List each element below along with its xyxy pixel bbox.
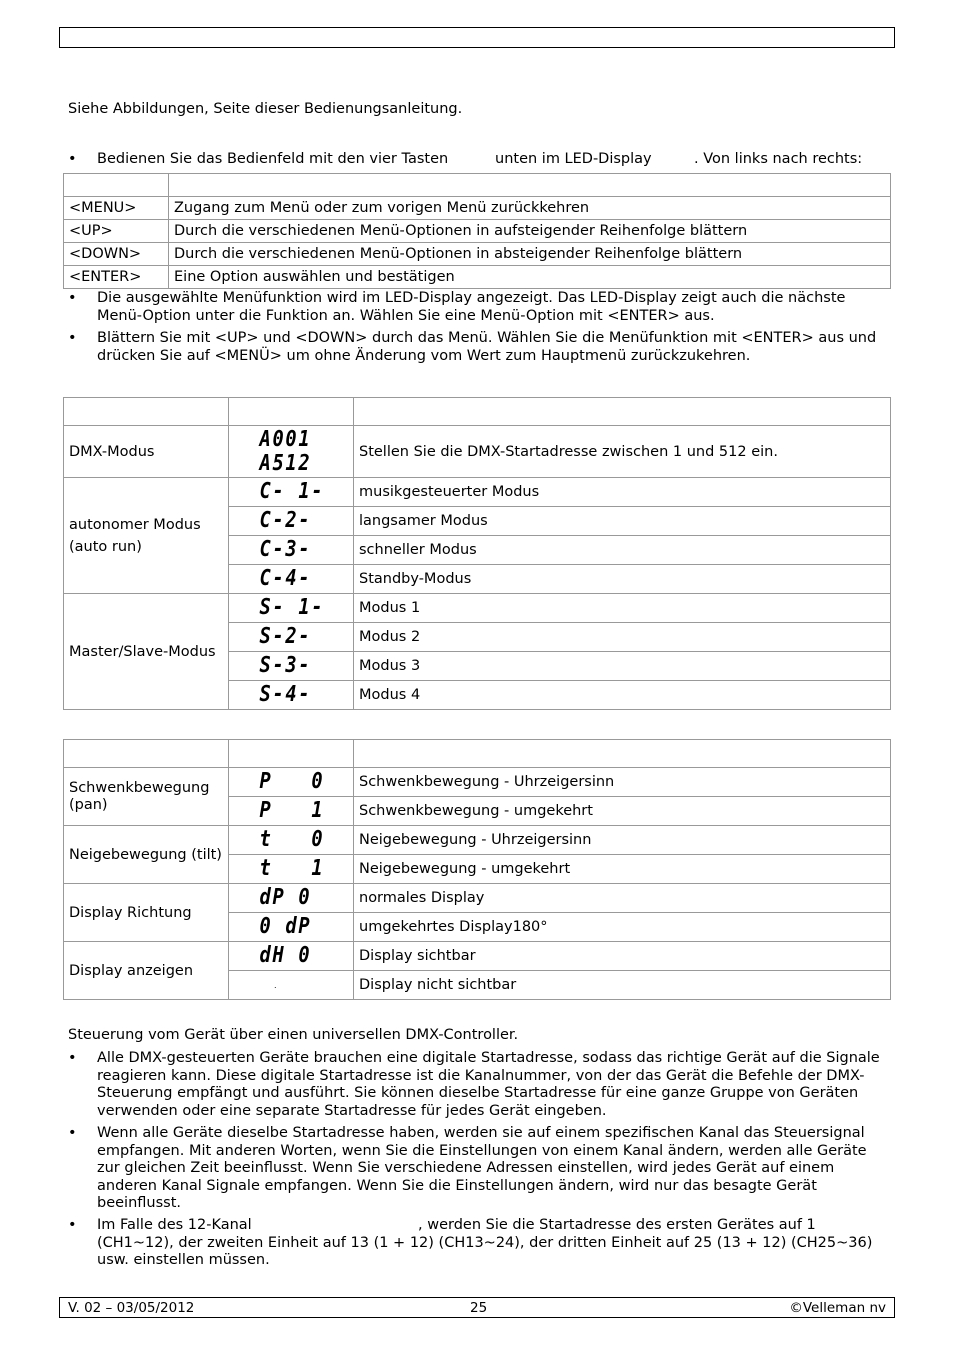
led-display — [229, 594, 354, 623]
modes-table — [63, 397, 891, 710]
table-row — [64, 942, 891, 971]
seg-text: A001 — [259, 426, 312, 452]
seg-text: S-2- — [259, 624, 312, 649]
seg-text: C-4- — [259, 566, 312, 591]
bullet-dot: • — [68, 151, 77, 167]
led-display — [229, 652, 354, 681]
footer-version: V. 02 – 03/05/2012 — [68, 1300, 195, 1316]
setting-label — [64, 768, 229, 826]
led-display — [229, 426, 354, 478]
key-desc: Durch die verschiedenen Menü-Optionen in aufsteigender Reihenfolge blättern — [169, 220, 891, 243]
table-row — [64, 826, 891, 855]
mode-desc: musikgesteuerter Modus — [354, 478, 891, 507]
seg-text: dH 0 — [259, 943, 312, 968]
mode-label — [64, 478, 229, 594]
mode-label-1: autonomer Modus — [69, 516, 201, 533]
mode-desc: Modus 3 — [354, 652, 891, 681]
led-display — [229, 768, 354, 797]
table-row — [64, 884, 891, 913]
table-row — [64, 243, 891, 266]
bullet-keys-a: Bedienen Sie das Bedienfeld mit den vier Tasten — [97, 151, 449, 167]
bullet-dot: • — [68, 1217, 77, 1233]
seg-text: P 1 — [259, 798, 325, 823]
key-desc: Eine Option auswählen und bestätigen — [169, 266, 891, 289]
seg-text: P 0 — [259, 769, 325, 794]
seg-text: S-3- — [259, 653, 312, 678]
setting-desc: Schwenkbewegung - Uhrzeigersinn — [354, 768, 891, 797]
seg-text: dP 0 — [259, 885, 312, 910]
intro-text: Siehe Abbildungen, Seite dieser Bedienungsanleitung. — [68, 101, 463, 117]
modes-header-row — [64, 398, 891, 426]
seg-text: t 0 — [259, 827, 325, 852]
table-row — [64, 197, 891, 220]
bullet-dmx-2-text: Wenn alle Geräte dieselbe Startadresse haben, werden sie auf einem spezifischen Kanal das Steuersignal empfangen. Mit anderen Worten, wenn Sie die Einstellungen von einem Kanal ändern, werden alle Geräte zur gleichen Zeit beeinflusst. Wenn Sie verschiedene Adressen einstellen, wird jedes Gerät auf einem anderen Kanal Signale empfangen. Wenn Sie die Einstellungen ändern, wird nur das besagte Gerät beeinflusst. — [97, 1125, 867, 1211]
seg-text: 0 dP — [259, 914, 312, 939]
seg-text: t 1 — [259, 856, 325, 881]
seg-text: S-4- — [259, 682, 312, 707]
bullet-dot: • — [68, 330, 77, 346]
footer-copyright: ©Velleman nv — [789, 1300, 886, 1316]
led-display — [229, 942, 354, 971]
bullet-dot: • — [68, 290, 77, 306]
key-cell: <ENTER> — [64, 266, 169, 289]
mode-desc: schneller Modus — [354, 536, 891, 565]
mode-desc: Standby-Modus — [354, 565, 891, 594]
footer-page-number: 25 — [470, 1300, 488, 1316]
key-cell: <DOWN> — [64, 243, 169, 266]
setting-desc: Display sichtbar — [354, 942, 891, 971]
bullet-navigate-text: Blättern Sie mit <UP> und <DOWN> durch das Menü. Wählen Sie die Menüfunktion mit <ENTER> aus und drücken Sie auf <MENÜ> um ohne Änderung vom Wert zum Hauptmenü zurückzukehren. — [97, 330, 877, 364]
led-display — [229, 826, 354, 855]
mode-label-2: (auto run) — [69, 538, 142, 555]
setting-label: Neigebewegung (tilt) — [64, 826, 229, 884]
seg-text: C-2- — [259, 508, 312, 533]
setting-desc: umgekehrtes Display180° — [354, 913, 891, 942]
setting-desc: Neigebewegung - umgekehrt — [354, 855, 891, 884]
led-display — [229, 623, 354, 652]
key-cell: <UP> — [64, 220, 169, 243]
dmx-intro: Steuerung vom Gerät über einen universellen DMX-Controller. — [68, 1027, 519, 1043]
key-desc: Zugang zum Menü oder zum vorigen Menü zurückkehren — [169, 197, 891, 220]
setting-label: Display Richtung — [64, 884, 229, 942]
led-display — [229, 855, 354, 884]
led-display — [229, 913, 354, 942]
setting-desc: Display nicht sichtbar — [354, 971, 891, 1000]
table-row — [64, 220, 891, 243]
setting-desc: Neigebewegung - Uhrzeigersinn — [354, 826, 891, 855]
table-row — [64, 478, 891, 507]
setting-label-1: Schwenkbewegung — [69, 779, 210, 796]
seg-text: A512 — [259, 450, 312, 476]
setting-label: Display anzeigen — [64, 942, 229, 1000]
bullet-dot: • — [68, 1050, 77, 1066]
led-display — [229, 478, 354, 507]
table-row — [64, 426, 891, 478]
settings-header-row — [64, 740, 891, 768]
setting-label-2: (pan) — [69, 796, 108, 813]
header-box — [59, 27, 895, 48]
led-display — [229, 884, 354, 913]
table-row — [64, 594, 891, 623]
bullet-keys-b: unten im LED-Display — [495, 151, 652, 167]
mode-desc: Modus 4 — [354, 681, 891, 710]
seg-text: C- 1- — [259, 479, 325, 504]
key-cell: <MENU> — [64, 197, 169, 220]
led-display — [229, 797, 354, 826]
mode-label: Master/Slave-Modus — [64, 594, 229, 710]
seg-text: C-3- — [259, 537, 312, 562]
bullet-display-text: Die ausgewählte Menüfunktion wird im LED-Display angezeigt. Das LED-Display zeigt auch die nächste Menü-Option unter die Funktion an. Wählen Sie eine Menü-Option mit <ENTER> aus. — [97, 290, 846, 324]
keys-header-row — [64, 174, 891, 197]
footer — [59, 1297, 895, 1318]
led-display — [229, 507, 354, 536]
bullet-dmx-1-text: Alle DMX-gesteuerten Geräte brauchen eine digitale Startadresse, sodass das richtige Gerät auf die Signale reagieren kann. Diese digitale Startadresse ist die Kanalnummer, von der das Gerät die Befehle der DMX-Steuerung empfängt und ausführt. Sie können dieselbe Startadresse für eine ganze Gruppe von Geräten verwenden oder eine separate Startadresse für jedes Gerät eingeben. — [97, 1050, 880, 1119]
bullet-dot: • — [68, 1125, 77, 1141]
bullet-dmx-3a: Im Falle des 12-Kanal — [97, 1217, 252, 1233]
led-display — [229, 681, 354, 710]
setting-desc: Schwenkbewegung - umgekehrt — [354, 797, 891, 826]
led-display — [229, 536, 354, 565]
bullet-dmx-3b: , werden Sie die Startadresse des ersten Gerätes auf 1 (CH1~12), der zweiten Einheit auf 13 (1 + 12) (CH13~24), der dritten Einheit auf 25 (13 + 12) (CH25~36) usw. einstellen müssen. — [97, 1217, 873, 1268]
key-desc: Durch die verschiedenen Menü-Optionen in absteigender Reihenfolge blättern — [169, 243, 891, 266]
table-row — [64, 266, 891, 289]
mode-desc: Modus 1 — [354, 594, 891, 623]
bullet-keys-c: . Von links nach rechts: — [694, 151, 863, 167]
settings-table — [63, 739, 891, 1000]
seg-text: S- 1- — [259, 595, 325, 620]
mode-desc: Modus 2 — [354, 623, 891, 652]
table-row — [64, 768, 891, 797]
led-display — [229, 565, 354, 594]
setting-desc: normales Display — [354, 884, 891, 913]
mode-desc: langsamer Modus — [354, 507, 891, 536]
mode-label: DMX-Modus — [64, 426, 229, 478]
led-display: . — [229, 971, 354, 1000]
keys-table — [63, 173, 891, 289]
mode-desc: Stellen Sie die DMX-Startadresse zwischen 1 und 512 ein. — [354, 426, 891, 478]
